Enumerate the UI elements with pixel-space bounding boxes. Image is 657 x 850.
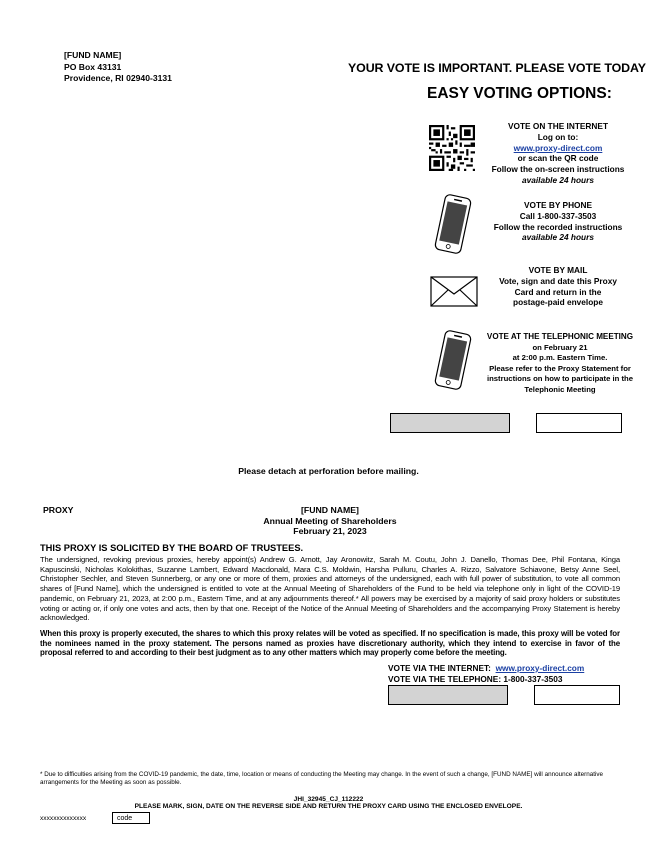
vote-internet-option bbox=[488, 121, 628, 186]
vote-phone-option bbox=[488, 200, 628, 243]
envelope-icon bbox=[430, 276, 478, 307]
log-on-text: Log on to: bbox=[537, 131, 579, 142]
recorded-instructions-text: Follow the recorded instructions bbox=[493, 221, 623, 232]
control-box bbox=[534, 685, 620, 705]
job-code: JHI_32945_CJ_112222 bbox=[293, 796, 364, 803]
vote-mail-option bbox=[488, 265, 628, 308]
proxy-header bbox=[180, 505, 480, 537]
proxy-label: PROXY bbox=[43, 505, 74, 515]
detach-instruction: Please detach at perforation before mailing. bbox=[238, 466, 419, 476]
on-screen-text: Follow the on-screen instructions bbox=[491, 164, 625, 175]
fund-name: [FUND NAME] bbox=[64, 50, 122, 60]
barcode-box-grey bbox=[390, 413, 510, 433]
proxy-meeting-title: Annual Meeting of Shareholders bbox=[263, 515, 397, 526]
phone-number-text: Call 1-800-337-3503 bbox=[519, 210, 597, 221]
mail-line-2: Card and return in the bbox=[514, 286, 602, 297]
covid-footnote: * Due to difficulties arising from the COVID-19 pandemic, the date, time, location or means of conducting the Meeting may change. In the event of such a change, [FUND NAME] will announce alternative arrangements for the Meeting as soon as possible. bbox=[40, 771, 604, 786]
vote-mail-title: VOTE BY MAIL bbox=[528, 265, 588, 275]
meeting-time: at 2:00 p.m. Eastern Time. bbox=[512, 353, 608, 363]
vote-telephone-line: VOTE VIA THE TELEPHONE: 1-800-337-3503 bbox=[388, 674, 563, 684]
solicitation-heading: THIS PROXY IS SOLICITED BY THE BOARD OF TRUSTEES. bbox=[40, 543, 304, 553]
vote-important-headline: YOUR VOTE IS IMPORTANT. PLEASE VOTE TODAY bbox=[348, 61, 646, 75]
proxy-body-text: The undersigned, revoking previous proxies, hereby appoint(s) Andrew G. Arnott, Jay Aronowitz, Sarah M. Coutu, John J. Danello, Thomas Dee, Phil Fontana, Kinga Kapuscinski, Nicholas Kolokithas, Suzanne Lambert, Edward Macdonald, Mara C.S. Moldwin, Harsha Pulluru, Charles A. Rizzo, Salvatore Schiavone, Betsy Anne Seel, Christopher Sechler, and Steven Sunnerberg, or any one or more of them, proxies and attorneys of the undersigned, each with full power of substitution, to vote all common shares of [Fund Name], which the undersigned is entitled to vote at the Annual Meeting of Shareholders of the Fund to be held via telephone only in light of the COVID-19 pandemic, on February 21, 2023, at 2:00 p.m., Eastern Time, and at any adjournments thereof.* All powers may be exercised by a majority of said proxy holders or substitutes voting or acting or, if only one votes and acts, then by that one. Receipt of the Notice of the Annual Meeting of Shareholders and the accompanying Proxy Statement is hereby acknowledged. bbox=[40, 555, 620, 623]
availability-text: available 24 hours bbox=[522, 174, 594, 185]
proxy-execution-text: When this proxy is properly executed, the shares to which this proxy relates will be voted as specified. If no specification is made, this proxy will be voted for the nominees named in the proxy statement. The persons named as proxies have discretionary authority, which they intend to exercise in favor of the proposal referred to and according to their best judgment as to any other matters which may properly come before the meeting. bbox=[40, 629, 620, 658]
vote-phone-title: VOTE BY PHONE bbox=[523, 200, 593, 210]
phone-icon bbox=[428, 193, 478, 255]
easy-voting-title: EASY VOTING OPTIONS: bbox=[427, 85, 612, 102]
vote-internet-line bbox=[388, 663, 584, 673]
qr-code-icon[interactable] bbox=[429, 125, 475, 171]
vote-internet-label: VOTE VIA THE INTERNET: bbox=[388, 663, 491, 673]
vote-internet-link[interactable]: www.proxy-direct.com bbox=[495, 663, 585, 673]
return-address bbox=[64, 50, 172, 85]
code-box: code bbox=[112, 812, 150, 824]
control-number: xxxxxxxxxxxxxx bbox=[40, 815, 87, 822]
proxy-fund-name: [FUND NAME] bbox=[301, 505, 359, 515]
meeting-line-4: instructions on how to participate in the bbox=[486, 374, 634, 384]
po-box: PO Box 43131 bbox=[64, 61, 122, 72]
scan-qr-text: or scan the QR code bbox=[517, 153, 599, 164]
mail-line-3: postage-paid envelope bbox=[513, 297, 603, 308]
meeting-line-5: Telephonic Meeting bbox=[524, 384, 596, 394]
meeting-line-3: Please refer to the Proxy Statement for bbox=[489, 363, 631, 373]
return-instructions: PLEASE MARK, SIGN, DATE ON THE REVERSE SIDE AND RETURN THE PROXY CARD USING THE ENCLOSED ENVELOPE. bbox=[134, 803, 523, 810]
proxy-direct-link[interactable]: www.proxy-direct.com bbox=[513, 142, 603, 153]
vote-meeting-title: VOTE AT THE TELEPHONIC MEETING bbox=[486, 332, 634, 341]
barcode-box-grey bbox=[388, 685, 508, 705]
control-box bbox=[536, 413, 622, 433]
vote-internet-title: VOTE ON THE INTERNET bbox=[507, 121, 609, 131]
proxy-meeting-date: February 21, 2023 bbox=[293, 526, 367, 536]
city-line: Providence, RI 02940-3131 bbox=[64, 73, 172, 83]
mail-line-1: Vote, sign and date this Proxy bbox=[499, 275, 617, 286]
phone-icon bbox=[428, 329, 478, 391]
vote-meeting-option bbox=[484, 332, 636, 396]
availability-text: available 24 hours bbox=[522, 232, 594, 243]
meeting-date: on February 21 bbox=[532, 342, 588, 352]
